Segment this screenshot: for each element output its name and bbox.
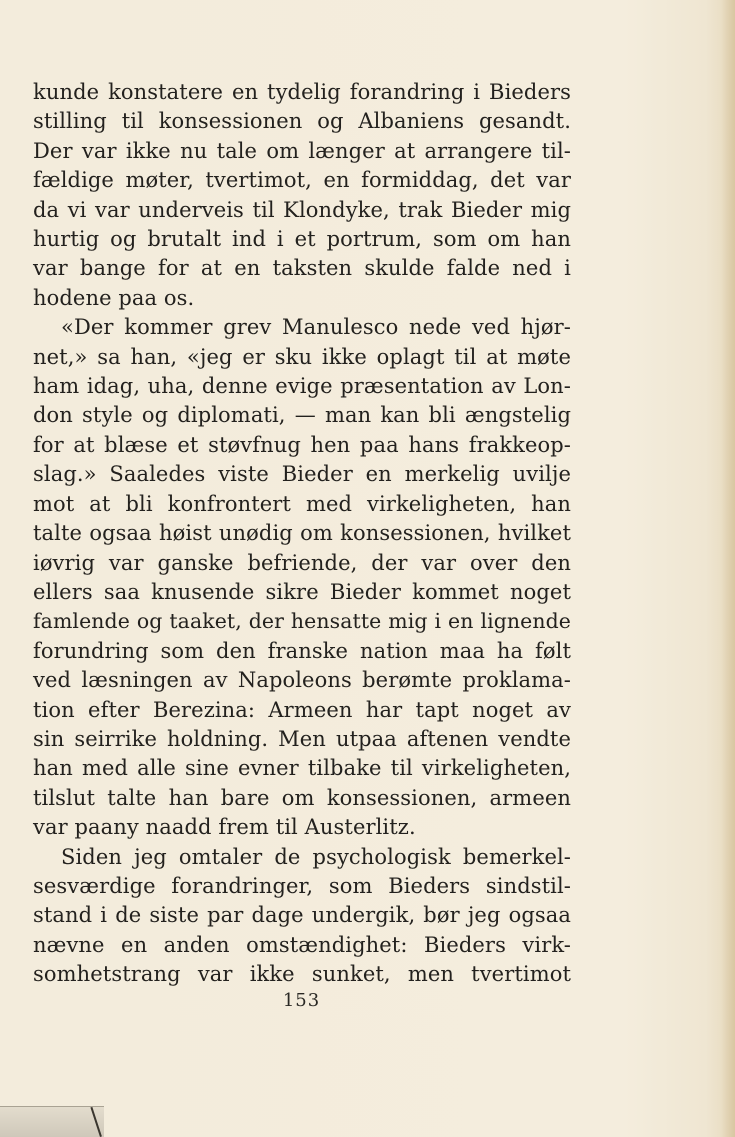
text-line: var paany naadd frem til Austerlitz. [33,815,416,840]
text-line: talte ogsaa høist unødig om konsessionen, hvilket [33,521,571,546]
text-line: net,» sa han, «jeg er sku ikke oplagt til at møte [33,344,571,369]
text-line: famlende og taaket, der hensatte mig i en lignende [33,609,571,634]
text-line: mot at bli konfrontert med virkeligheten, han [33,491,571,516]
text-line: stilling til konsessionen og Albaniens gesandt. [33,109,571,134]
text-line: sesværdige forandringer, som Bieders sindstil- [33,873,571,898]
text-line: hurtig og brutalt ind i et portrum, som om han [33,227,571,252]
text-line: iøvrig var ganske befriende, der var over den [33,550,571,575]
text-line: sin seirrike holdning. Men utpaa aftenen vendte [33,726,571,751]
text-line: nævne en anden omstændighet: Bieders virk- [33,932,571,957]
text-line: tion efter Berezina: Armeen har tapt noget av [33,697,571,722]
text-line: ellers saa knusende sikre Bieder kommet noget [33,579,571,604]
text-line: for at blæse et støvfnug hen paa hans frakkeop- [33,432,571,457]
text-line: kunde konstatere en tydelig forandring i Bieders [33,80,571,104]
text-line: da vi var underveis til Klondyke, trak Bieder mig [33,197,571,222]
scan-corner-artifact [0,1106,104,1137]
text-line: ham idag, uha, denne evige præsentation av Lon- [33,374,571,399]
text-line: han med alle sine evner tilbake til virkeligheten, [33,756,571,781]
body-text [33,78,571,990]
text-line: somhetstrang var ikke sunket, men tvertimot [33,962,571,987]
text-line: hodene paa os. [33,285,195,310]
text-line: Siden jeg omtaler de psychologisk bemerkel- [61,844,571,869]
text-line: don style og diplomati, — man kan bli ængstelig [33,403,571,428]
text-line: «Der kommer grev Manulesco nede ved hjør- [61,315,571,340]
text-line: slag.» Saaledes viste Bieder en merkelig uvilje [33,462,571,487]
text-line: fældige møter, tvertimot, en formiddag, det var [33,168,571,193]
text-line: stand i de siste par dage undergik, bør jeg ogsaa [33,903,571,928]
text-line: Der var ikke nu tale om længer at arrangere til- [33,138,571,163]
text-line: tilslut talte han bare om konsessionen, armeen [33,785,571,810]
text-line: ved læsningen av Napoleons berømte proklama- [33,668,571,693]
page-number: 153 [282,990,321,1011]
page-edge-shadow [721,0,735,1137]
text-line: var bange for at en taksten skulde falde ned i [33,256,571,281]
text-line: forundring som den franske nation maa ha følt [33,638,571,663]
